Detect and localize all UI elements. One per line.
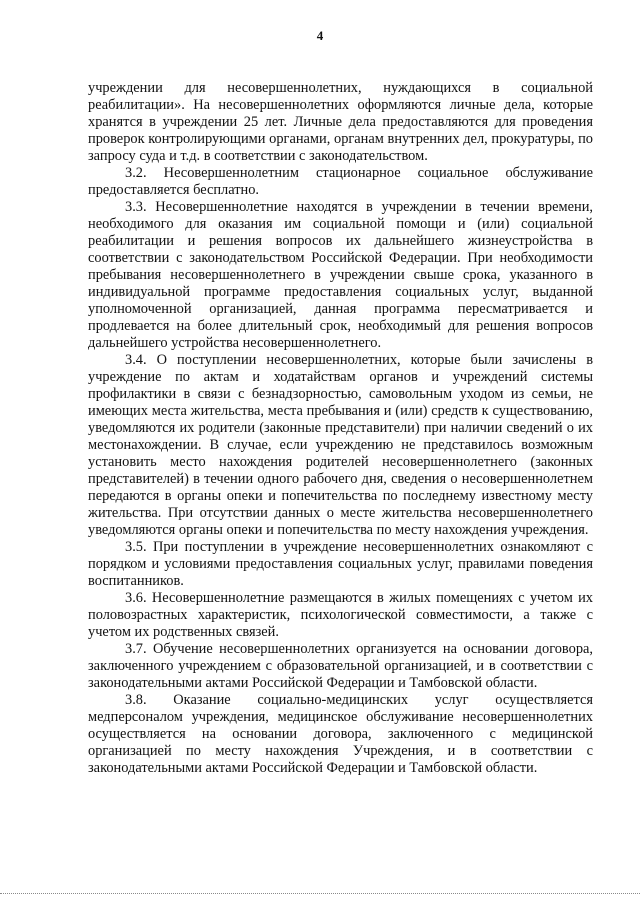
- paragraph-3-4: 3.4. О поступлении несовершеннолетних, которые были зачислены в учреждение по актам и ходатайствам органов и учреждений системы профилактики в связи с безнадзорностью, самовольным уходом из семьи, не имеющих места жительства, места пребывания и (или) средств к существованию, уведомляются их родители (законные представители) при наличии сведений о их местонахождении. В случае, если учреждению не представилось возможным установить место нахождения родителей несовершеннолетнего (законных представителей) в течении одного рабочего дня, сведения о несовершеннолетнем передаются в органы опеки и попечительства по последнему известному месту жительства. При отсутствии данных о месте жительства несовершеннолетнего уведомляются органы опеки и попечительства по месту нахождения учреждения.: [88, 352, 593, 538]
- paragraph-3-3: 3.3. Несовершеннолетние находятся в учреждении в течении времени, необходимого для оказания им социальной помощи и (или) социальной реабилитации и решения вопросов их дальнейшего жизнеустройства в соответствии с законодательством Российской Федерации. При необходимости пребывания несовершеннолетнего в учреждении свыше срока, указанного в индивидуальной программе предоставления социальных услуг, выданной уполномоченной организацией, данная программа пересматривается и продлевается на более длительный срок, необходимый для решения вопросов дальнейшего устройства несовершеннолетнего.: [88, 199, 593, 351]
- paragraph-3-6: 3.6. Несовершеннолетние размещаются в жилых помещениях с учетом их половозрастных характеристик, психологической совместимости, а также с учетом их родственных связей.: [88, 590, 593, 640]
- paragraph-3-2: 3.2. Несовершеннолетним стационарное социальное обслуживание предоставляется бесплатно.: [88, 165, 593, 198]
- paragraph-3-5: 3.5. При поступлении в учреждение несовершеннолетних ознакомляют с порядком и условиями предоставления социальных услуг, правилами поведения воспитанников.: [88, 539, 593, 589]
- paragraph-continuation: учреждении для несовершеннолетних, нуждающихся в социальной реабилитации». На несовершеннолетних оформляются личные дела, которые хранятся в учреждении 25 лет. Личные дела предоставляются для проведения проверок контролирующими органами, органам внутренних дел, прокуратуры, по запросу суда и т.д. в соответствии с законодательством.: [88, 80, 593, 164]
- document-body: [88, 80, 593, 777]
- footer-divider: [0, 893, 640, 894]
- page-number: 4: [316, 28, 324, 43]
- paragraph-3-8: 3.8. Оказание социально-медицинских услуг осуществляется медперсоналом учреждения, медицинское обслуживание несовершеннолетних осуществляется на основании договора, заключенного с медицинской организацией по месту нахождения Учреждения, и в соответствии с законодательными актами Российской Федерации и Тамбовской области.: [88, 692, 593, 776]
- paragraph-3-7: 3.7. Обучение несовершеннолетних организуется на основании договора, заключенного учреждением с образовательной организацией, и в соответствии с законодательными актами Российской Федерации и Тамбовской области.: [88, 641, 593, 691]
